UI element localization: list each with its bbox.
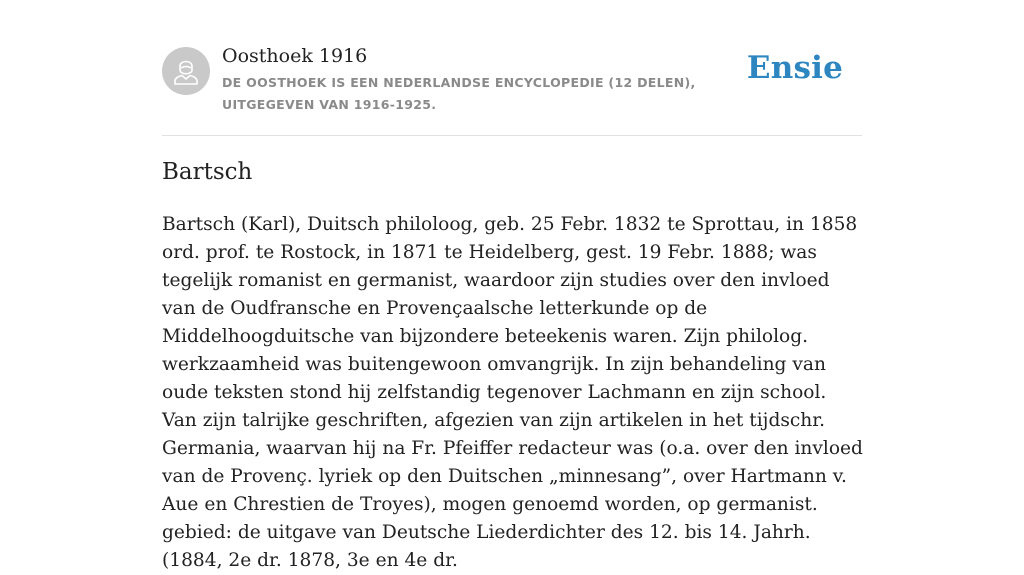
brand-logo[interactable]: Ensie <box>746 50 843 86</box>
entry-body: Bartsch (Karl), Duitsch philoloog, geb. 25 Febr. 1832 te Sprottau, in 1858 ord. prof. te Rostock, in 1871 te Heidelberg, gest. 19 Febr. 1888; was tegelijk romanist en germanist, waardoor zijn studies over den invloed van de Oudfransche en Provençaalsche letterkunde op de Middelhoogduitsche van bijzondere beteekenis waren. Zijn philolog. werkzaamheid was buitengewoon omvangrijk. In zijn behandeling van oude teksten stond hij zelfstandig tegenover Lachmann en zijn school. Van zijn talrijke geschriften, afgezien van zijn artikelen in het tijdschr. Germania, waarvan hij na Fr. Pfeiffer redacteur was (o.a. over den invloed van de Provenç. lyriek op den Duitschen „minnesang”, over Hartmann v. Aue en Chrestien de Troyes), mogen genoemd worden, op germanist. gebied: de uitgave van Deutsche Liederdichter des 12. bis 14. Jahrh. (1884, 2e dr. 1878, 3e en 4e dr. <box>162 214 863 571</box>
source-title[interactable]: Oosthoek 1916 <box>222 45 368 67</box>
entry-title: Bartsch <box>162 159 253 185</box>
user-icon <box>162 47 210 95</box>
source-header <box>162 0 862 136</box>
source-description: DE OOSTHOEK IS EEN NEDERLANDSE ENCYCLOPEDIE (12 DELEN), UITGEGEVEN VAN 1916-1925. <box>222 75 696 112</box>
page-container <box>162 0 863 571</box>
source-avatar[interactable] <box>162 47 210 95</box>
